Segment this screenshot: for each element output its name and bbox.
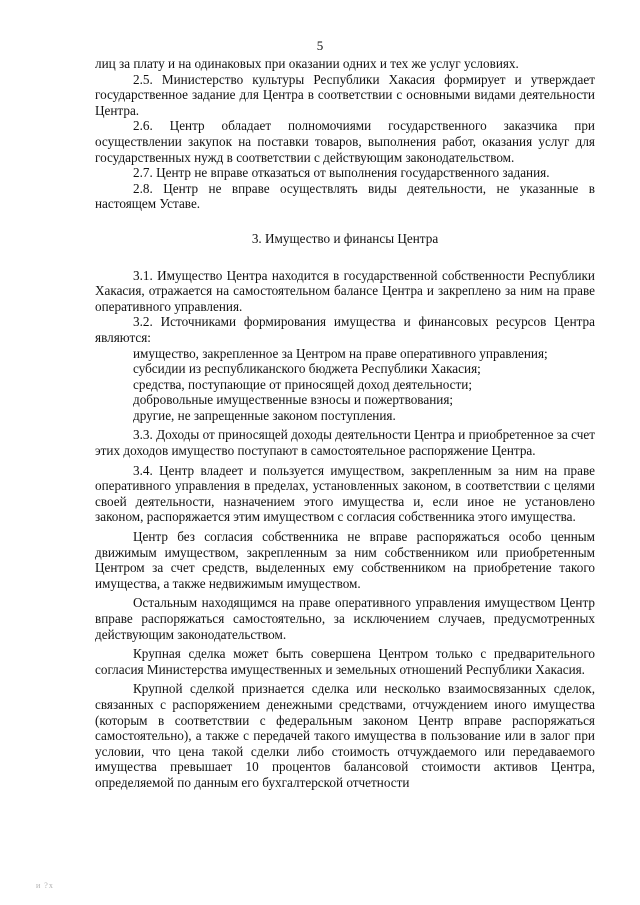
- document-body: [95, 56, 595, 791]
- paragraph-2-7: 2.7. Центр не вправе отказаться от выполнения государственного задания.: [133, 165, 550, 181]
- paragraph-3-4: 3.4. Центр владеет и пользуется имуществом, закрепленным за ним на праве оперативного управления в пределах, установленных законом, в соответствии с целями своей деятельности, назначением этого имущества и, если иное не установлено законом, распоряжается этим имуществом с согласия собственника этого имущества.: [95, 462, 595, 525]
- footer-mark: и ?х: [36, 881, 54, 890]
- list-item: имущество, закрепленное за Центром на праве оперативного управления;: [133, 345, 548, 361]
- paragraph-major-deal: Крупная сделка может быть совершена Центром только с предварительного согласия Министерства имущественных и земельных отношений Республики Хакасия.: [95, 646, 595, 677]
- paragraph-2-6: 2.6. Центр обладает полномочиями государственного заказчика при осуществлении закупок на поставки товаров, выполнения работ, оказания услуг для государственных нужд в соответствии с действующим законодательством.: [95, 118, 595, 165]
- list-item: средства, поступающие от приносящей доход деятельности;: [133, 376, 472, 392]
- paragraph-3-3: 3.3. Доходы от приносящей доходы деятельности Центра и приобретенное за счет этих доходов имущество поступают в самостоятельное распоряжение Центра.: [95, 427, 595, 459]
- paragraph-continuation: лиц за плату и на одинаковых при оказании одних и тех же услуг условиях.: [95, 56, 519, 71]
- paragraph-3-2: 3.2. Источниками формирования имущества и финансовых ресурсов Центра являются:: [95, 314, 595, 345]
- paragraph-no-consent: Центр без согласия собственника не вправе распоряжаться особо ценным движимым имуществом, закрепленным за ним собственником или приобретенным Центром за счет средств, выделенных ему собственником на приобретение такого имущества, а также недвижимым имуществом.: [95, 529, 595, 591]
- page-number: 5: [316, 38, 324, 53]
- paragraph-3-1: 3.1. Имущество Центра находится в государственной собственности Республики Хакасия, отражается на самостоятельном балансе Центра и закреплено за ним на праве оперативного управления.: [95, 267, 595, 314]
- list-item: добровольные имущественные взносы и пожертвования;: [133, 392, 454, 408]
- paragraph-remaining-property: Остальным находящимся на праве оперативного управления имуществом Центр вправе распоряжаться самостоятельно, за исключением случаев, предусмотренных действующим законодательством.: [95, 595, 595, 642]
- list-item: другие, не запрещенные законом поступления.: [133, 407, 396, 423]
- paragraph-2-8: 2.8. Центр не вправе осуществлять виды деятельности, не указанные в настоящем Уставе.: [95, 180, 595, 212]
- paragraph-major-deal-definition: Крупной сделкой признается сделка или несколько взаимосвязанных сделок, связанных с распоряжением денежными средствами, отчуждением иного имущества (которым в соответствии с федеральным законом Центр вправе распоряжаться самостоятельно), а также с передачей такого имущества в пользование или в залог при условии, что цена такой сделки либо стоимость отчуждаемого или передаваемого имущества превышает 10 процентов балансовой стоимости активов Центра, определяемой по данным его бухгалтерской отчетности: [95, 681, 595, 790]
- list-item: субсидии из республиканского бюджета Республики Хакасия;: [133, 361, 481, 377]
- section-heading: 3. Имущество и финансы Центра: [251, 230, 439, 246]
- paragraph-2-5: 2.5. Министерство культуры Республики Хакасия формирует и утверждает государственное задание для Центра в соответствии с основными видами деятельности Центра.: [95, 71, 595, 118]
